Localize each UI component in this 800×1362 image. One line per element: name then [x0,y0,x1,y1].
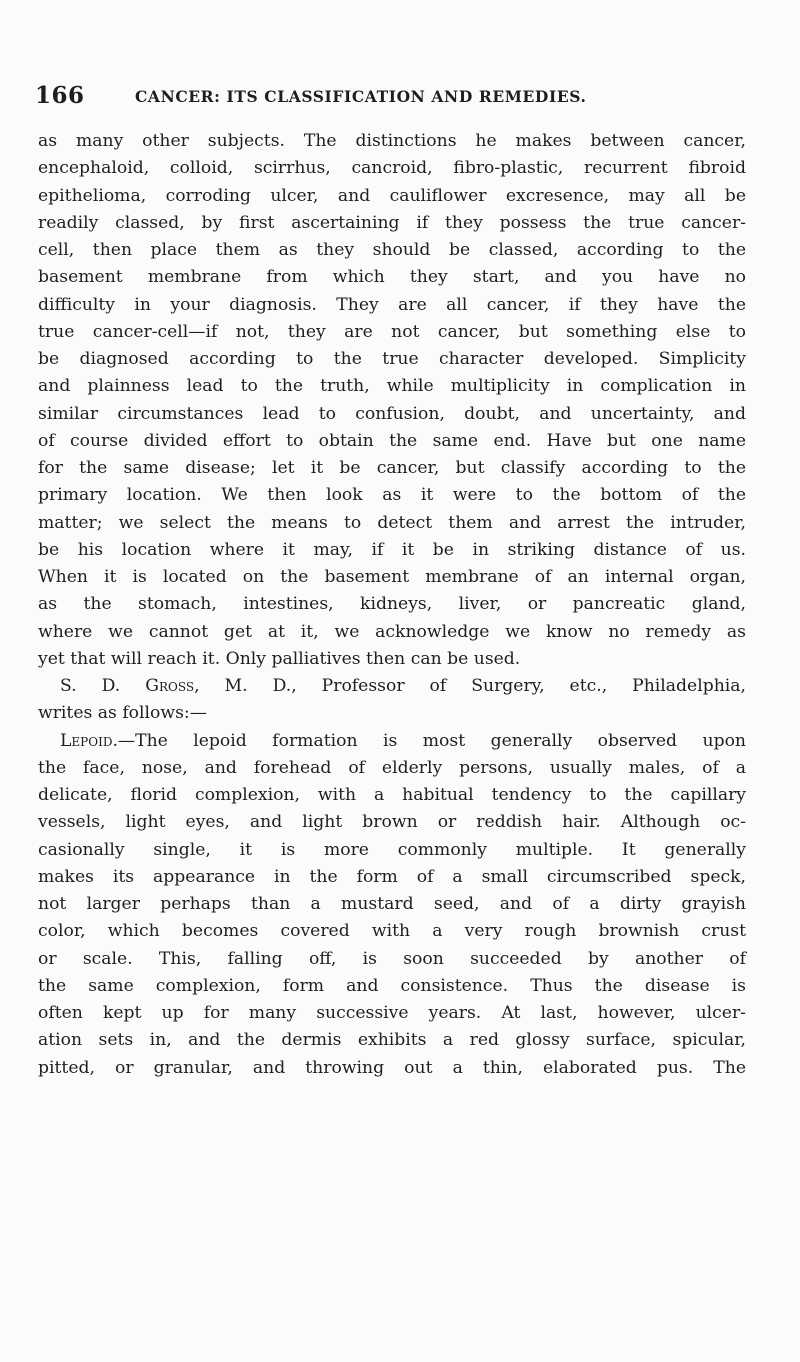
text-line: where we cannot get at it, we acknowledge we know no remedy as [38,621,746,642]
lepoid-first-line-text: .—The lepoid formation is most generally observed upon [112,730,746,751]
author-details: , M. D., Professor of Surgery, etc., Philadelphia, [194,676,746,696]
text-line: cell, then place them as they should be classed, according to the [38,240,746,260]
text-line: casionally single, it is more commonly multiple. It generally [38,839,746,860]
text-line: not larger perhaps than a mustard seed, and of a dirty grayish [38,894,746,914]
text-line: yet that will reach it. Only palliatives then can be used. [38,648,521,669]
page-header [35,82,755,112]
author-initials: S. D. [60,676,146,696]
text-line: makes its appearance in the form of a small circumscribed speck, [38,866,746,887]
text-line: ation sets in, and the dermis exhibits a red glossy surface, spicular, [38,1030,746,1051]
text-line: of course divided effort to obtain the same end. Have but one name [38,430,746,451]
text-line: the face, nose, and forehead of elderly persons, usually males, of a [38,757,746,778]
lepoid-paragraph-line [38,728,746,755]
lepoid-heading: Lepoid [60,730,113,751]
author-name: Gross [145,676,195,696]
text-line: delicate, florid complexion, with a habitual tendency to the capillary [38,785,746,805]
text-line: similar circumstances lead to confusion, doubt, and uncertainty, and [38,403,746,424]
text-line: for the same disease; let it be cancer, but classify according to the [38,458,746,478]
text-line: readily classed, by first ascertaining if they possess the true cancer- [38,212,746,233]
text-line: encephaloid, colloid, scirrhus, cancroid, fibro-plastic, recurrent fibroid [38,158,746,179]
text-line: vessels, light eyes, and light brown or reddish hair. Although oc- [38,812,746,833]
text-line: matter; we select the means to detect them and arrest the intruder, [38,512,746,533]
text-line: as many other subjects. The distinctions he makes between cancer, [38,131,746,151]
page-number: 166 [35,82,85,109]
text-line: be diagnosed according to the true character developed. Simplicity [38,349,746,369]
text-line: difficulty in your diagnosis. They are all cancer, if they have the [38,294,746,315]
text-line: and plainness lead to the truth, while multiplicity in complication in [38,376,746,397]
text-line: often kept up for many successive years. At last, however, ulcer- [38,1003,746,1023]
running-title: CANCER: ITS CLASSIFICATION AND REMEDIES. [135,87,587,106]
text-line: or scale. This, falling off, is soon succeeded by another of [38,948,746,969]
text-line: pitted, or granular, and throwing out a thin, elaborated pus. The [38,1057,746,1078]
text-line: color, which becomes covered with a very rough brownish crust [38,921,746,942]
text-line: be his location where it may, if it be in striking distance of us. [38,539,746,560]
body-text [38,128,746,1082]
text-line: epithelioma, corroding ulcer, and cauliflower excresence, may all be [38,185,746,206]
text-line: primary location. We then look as it were to the bottom of the [38,485,746,506]
text-line: When it is located on the basement membrane of an internal organ, [38,567,746,587]
text-line: the same complexion, form and consistence. Thus the disease is [38,975,746,996]
text-line: true cancer-cell—if not, they are not cancer, but something else to [38,321,746,342]
text-line: writes as follows:— [38,703,207,724]
text-line: as the stomach, intestines, kidneys, liver, or pancreatic gland, [38,594,746,615]
text-line: basement membrane from which they start, and you have no [38,267,746,288]
gross-paragraph-line [38,673,746,700]
